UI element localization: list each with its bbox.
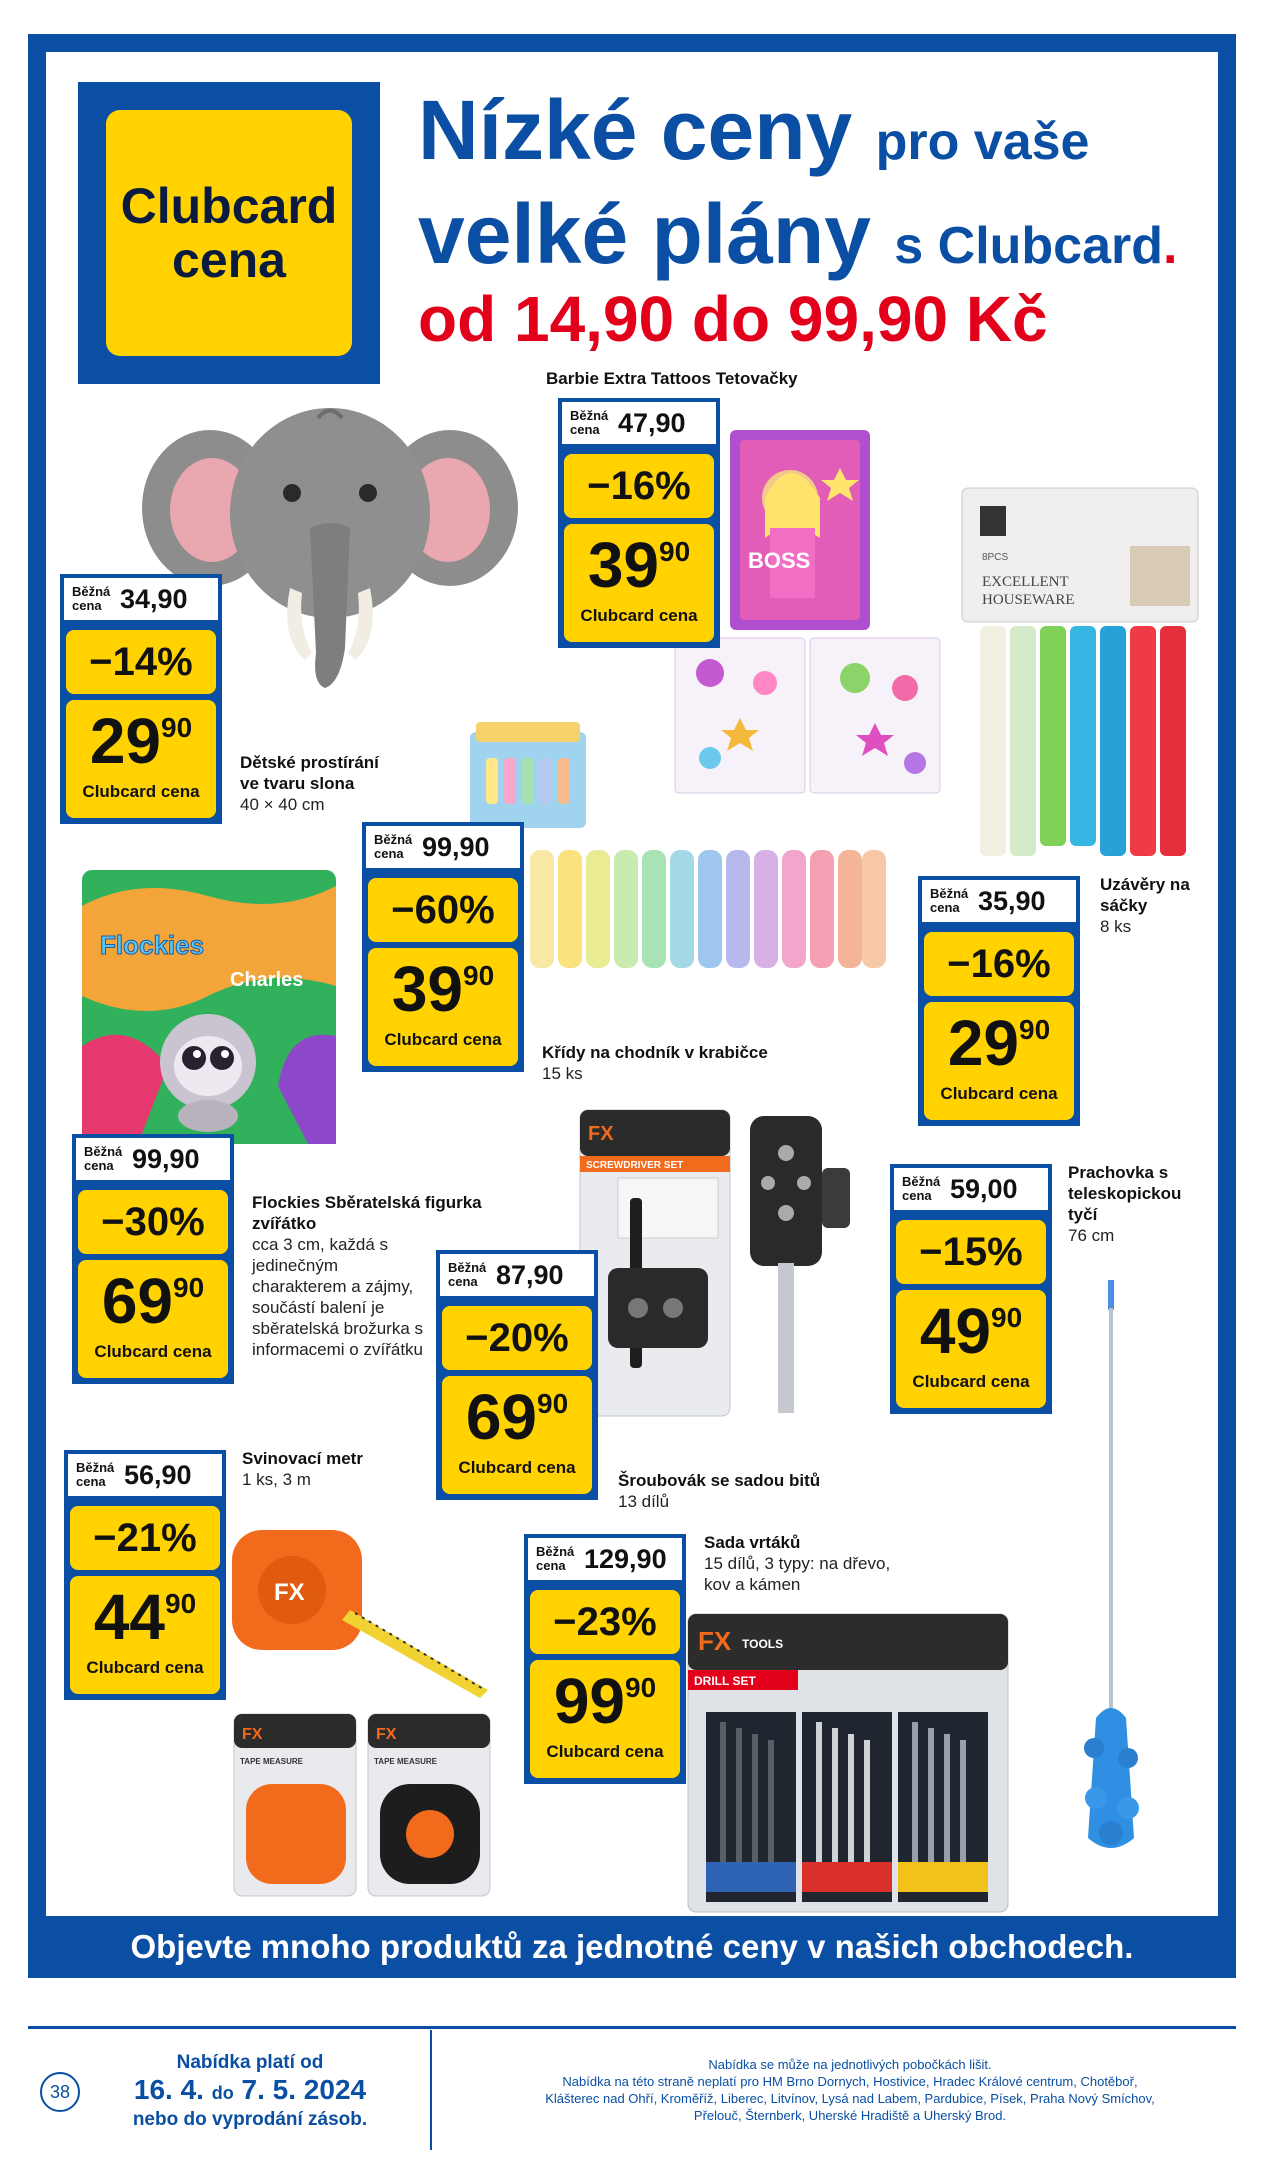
footer-notes	[460, 2056, 1240, 2124]
price-integer: 44	[93, 1581, 166, 1653]
discount-badge: −15%	[896, 1220, 1046, 1284]
bottom-banner: Objevte mnoho produktů za jednotné ceny v našich obchodech.	[28, 1916, 1236, 1978]
regular-label: Běžná	[448, 1260, 487, 1275]
duster-image	[1076, 1278, 1146, 1854]
regular-price: 99,90	[422, 831, 490, 862]
footer-note-4: Přelouč, Šternberk, Uherské Hradiště a Uherský Brod.	[693, 2108, 1007, 2123]
product-name: Šroubovák se sadou bitů	[618, 1471, 821, 1490]
fx-brand-pack1: FX	[242, 1726, 263, 1743]
chalk-box-image	[466, 718, 592, 834]
price-tag-duster	[890, 1164, 1052, 1414]
regular-price-box	[72, 1134, 234, 1184]
validity-note: nebo do vyprodání zásob.	[132, 2109, 368, 2130]
regular-label: Běžná	[84, 1144, 123, 1159]
clubcard-price-box	[66, 700, 216, 818]
barbie-boss-text: BOSS	[748, 548, 811, 573]
product-label-clips	[1100, 874, 1200, 937]
headline	[418, 84, 1208, 292]
price-integer: 39	[391, 953, 464, 1025]
screwdriver-set-label: SCREWDRIVER SET	[586, 1160, 684, 1171]
clubcard-price-box	[78, 1260, 228, 1378]
clubcard-price-label: Clubcard cena	[940, 1084, 1058, 1103]
headline-small-2: s Clubcard	[894, 217, 1164, 275]
clubcard-price-label: Clubcard cena	[546, 1742, 664, 1761]
price-decimal: 90	[1019, 1014, 1051, 1045]
price-tag-chalk	[362, 822, 524, 1072]
regular-price: 87,90	[496, 1259, 564, 1290]
tape-measure-image	[230, 1520, 492, 1700]
regular-price: 129,90	[584, 1543, 667, 1574]
regular-price-box	[524, 1534, 686, 1584]
product-name: Flockies Sběratelská figurka zvířátko	[252, 1193, 482, 1233]
product-label-barbie	[546, 368, 886, 389]
clubcard-logo-line1: Clubcard	[120, 178, 338, 234]
price-tag-clips	[918, 876, 1080, 1126]
regular-label: Běžná	[570, 408, 609, 423]
price-decimal: 90	[463, 960, 495, 991]
clubcard-price-box	[564, 524, 714, 642]
bag-clips-image	[960, 486, 1200, 862]
clubcard-price-box	[368, 948, 518, 1066]
footer-divider-line	[28, 2026, 1236, 2029]
clips-brand-2: HOUSEWARE	[982, 592, 1075, 608]
price-integer: 39	[587, 529, 660, 601]
screwdriver-set-image	[578, 1108, 868, 1420]
product-label-screwdriver	[618, 1470, 858, 1512]
price-tag-drills	[524, 1534, 686, 1784]
regular-price-box	[558, 398, 720, 448]
tape-measure-packs-image	[232, 1712, 492, 1898]
clubcard-price-label: Clubcard cena	[458, 1458, 576, 1477]
product-name: Prachovka s teleskopickou tyčí	[1068, 1163, 1182, 1224]
clips-count-text: 8PCS	[982, 552, 1009, 563]
headline-big-1: Nízké ceny	[418, 83, 853, 177]
regular-label-2: cena	[84, 1158, 114, 1173]
regular-price: 56,90	[124, 1459, 192, 1490]
regular-price: 59,00	[950, 1173, 1018, 1204]
chalk-sticks-image	[528, 848, 888, 970]
regular-label-2: cena	[76, 1474, 106, 1489]
price-integer: 99	[553, 1665, 626, 1737]
regular-label: Běžná	[536, 1544, 575, 1559]
price-tag-elephant	[60, 574, 222, 824]
product-desc: 8 ks	[1100, 917, 1132, 936]
price-decimal: 90	[991, 1302, 1023, 1333]
footer-vertical-divider	[430, 2030, 432, 2150]
regular-price-box	[890, 1164, 1052, 1214]
product-name: Sada vrtáků	[704, 1533, 801, 1552]
product-label-elephant	[240, 752, 400, 815]
price-decimal: 90	[659, 536, 691, 567]
clips-brand-1: EXCELLENT	[982, 574, 1069, 590]
price-integer: 29	[89, 705, 162, 777]
regular-label: Běžná	[930, 886, 969, 901]
regular-price-box	[918, 876, 1080, 926]
clubcard-logo	[78, 82, 380, 384]
fx-tools-drill: TOOLS	[742, 1637, 784, 1651]
footer-note-3: Klášterec nad Ohří, Kroměříž, Liberec, Litvínov, Lysá nad Labem, Pardubice, Písek, Praha Nový Smíchov,	[545, 2091, 1155, 2106]
validity-label: Nabídka platí od	[176, 2052, 324, 2073]
headline-big-2: velké plány	[418, 187, 871, 281]
product-desc: cca 3 cm, každá s jedinečným charakterem a zájmy, součástí balení je sběratelská brožurka s informacemi o zvířátku	[252, 1235, 424, 1359]
discount-badge: −21%	[70, 1506, 220, 1570]
product-label-drills	[704, 1532, 894, 1595]
price-range: od 14,90 do 99,90 Kč	[418, 283, 1048, 355]
discount-badge: −16%	[924, 932, 1074, 996]
regular-price: 34,90	[120, 583, 188, 614]
price-tag-flockies	[72, 1134, 234, 1384]
drill-set-image	[686, 1612, 1010, 1914]
fx-brand-tape: FX	[274, 1579, 305, 1606]
fx-brand-pack2: FX	[376, 1726, 397, 1743]
product-name: Svinovací metr	[242, 1449, 363, 1468]
tape-pack2-label: TAPE MEASURE	[374, 1757, 437, 1766]
discount-badge: −23%	[530, 1590, 680, 1654]
product-name: Dětské prostírání ve tvaru slona	[240, 753, 379, 793]
clubcard-logo-line2: cena	[172, 232, 286, 288]
drill-set-label: DRILL SET	[694, 1674, 756, 1688]
headline-dot: .	[1163, 217, 1178, 275]
price-decimal: 90	[537, 1388, 569, 1419]
regular-price: 99,90	[132, 1143, 200, 1174]
regular-label-2: cena	[930, 900, 960, 915]
discount-badge: −30%	[78, 1190, 228, 1254]
regular-label-2: cena	[536, 1558, 566, 1573]
product-label-tape	[242, 1448, 442, 1490]
regular-label: Běžná	[72, 584, 111, 599]
product-name: Křídy na chodník v krabičce	[542, 1043, 768, 1062]
regular-label-2: cena	[902, 1188, 932, 1203]
footer-note-2: Nabídka na této straně neplatí pro HM Brno Dornych, Hostivice, Hradec Králové centrum, Chotěboř,	[562, 2074, 1138, 2089]
regular-price-box	[64, 1450, 226, 1500]
discount-badge: −20%	[442, 1306, 592, 1370]
valid-from: 16. 4.	[133, 2074, 204, 2105]
regular-label-2: cena	[570, 422, 600, 437]
headline-small-1: pro vaše	[875, 113, 1090, 171]
product-desc: 40 × 40 cm	[240, 795, 325, 814]
product-label-flockies	[252, 1192, 502, 1360]
footer-note-1: Nabídka se může na jednotlivých pobočkách lišit.	[708, 2057, 992, 2072]
product-name: Barbie Extra Tattoos Tetovačky	[546, 369, 798, 388]
regular-label: Běžná	[902, 1174, 941, 1189]
product-label-duster	[1068, 1162, 1208, 1246]
fx-brand-drill: FX	[698, 1626, 732, 1656]
price-decimal: 90	[165, 1588, 197, 1619]
clubcard-price-label: Clubcard cena	[94, 1342, 212, 1361]
product-desc: 13 dílů	[618, 1492, 670, 1511]
product-desc: 15 dílů, 3 typy: na dřevo, kov a kámen	[704, 1554, 891, 1594]
tape-pack1-label: TAPE MEASURE	[240, 1757, 303, 1766]
price-integer: 69	[101, 1265, 174, 1337]
price-decimal: 90	[173, 1272, 205, 1303]
regular-label: Běžná	[76, 1460, 115, 1475]
flockies-figure-image	[78, 866, 340, 1148]
fx-brand-screwdriver: FX	[588, 1123, 614, 1145]
price-tag-tape	[64, 1450, 226, 1700]
price-decimal: 90	[161, 712, 193, 743]
product-name: Uzávěry na sáčky	[1100, 875, 1190, 915]
offer-validity	[100, 2052, 400, 2131]
regular-label-2: cena	[448, 1274, 478, 1289]
flockies-brand-text: Flockies	[100, 930, 205, 960]
product-label-chalk	[542, 1042, 842, 1084]
regular-label: Běžná	[374, 832, 413, 847]
clubcard-price-label: Clubcard cena	[912, 1372, 1030, 1391]
product-desc: 15 ks	[542, 1064, 583, 1083]
price-integer: 49	[919, 1295, 992, 1367]
clubcard-price-label: Clubcard cena	[580, 606, 698, 625]
clubcard-price-label: Clubcard cena	[82, 782, 200, 801]
price-decimal: 90	[625, 1672, 657, 1703]
valid-to: 7. 5. 2024	[241, 2074, 367, 2105]
regular-price: 35,90	[978, 885, 1046, 916]
regular-price: 47,90	[618, 407, 686, 438]
clubcard-price-box	[70, 1576, 220, 1694]
price-integer: 29	[947, 1007, 1020, 1079]
flockies-character-text: Charles	[230, 969, 304, 991]
page-number: 38	[40, 2072, 80, 2112]
clubcard-logo-badge	[106, 110, 352, 356]
regular-price-box	[362, 822, 524, 872]
product-desc: 76 cm	[1068, 1226, 1115, 1245]
valid-do: do	[211, 2083, 234, 2103]
regular-label-2: cena	[374, 846, 404, 861]
regular-label-2: cena	[72, 598, 102, 613]
regular-price-box	[60, 574, 222, 624]
discount-badge: −16%	[564, 454, 714, 518]
price-tag-barbie	[558, 398, 720, 648]
clubcard-price-box	[442, 1376, 592, 1494]
clubcard-price-label: Clubcard cena	[384, 1030, 502, 1049]
product-desc: 1 ks, 3 m	[242, 1470, 311, 1489]
discount-badge: −60%	[368, 878, 518, 942]
clubcard-price-label: Clubcard cena	[86, 1658, 204, 1677]
discount-badge: −14%	[66, 630, 216, 694]
clubcard-price-box	[924, 1002, 1074, 1120]
validity-dates	[100, 2074, 400, 2109]
price-integer: 69	[465, 1381, 538, 1453]
clubcard-price-box	[896, 1290, 1046, 1408]
clubcard-price-box	[530, 1660, 680, 1778]
